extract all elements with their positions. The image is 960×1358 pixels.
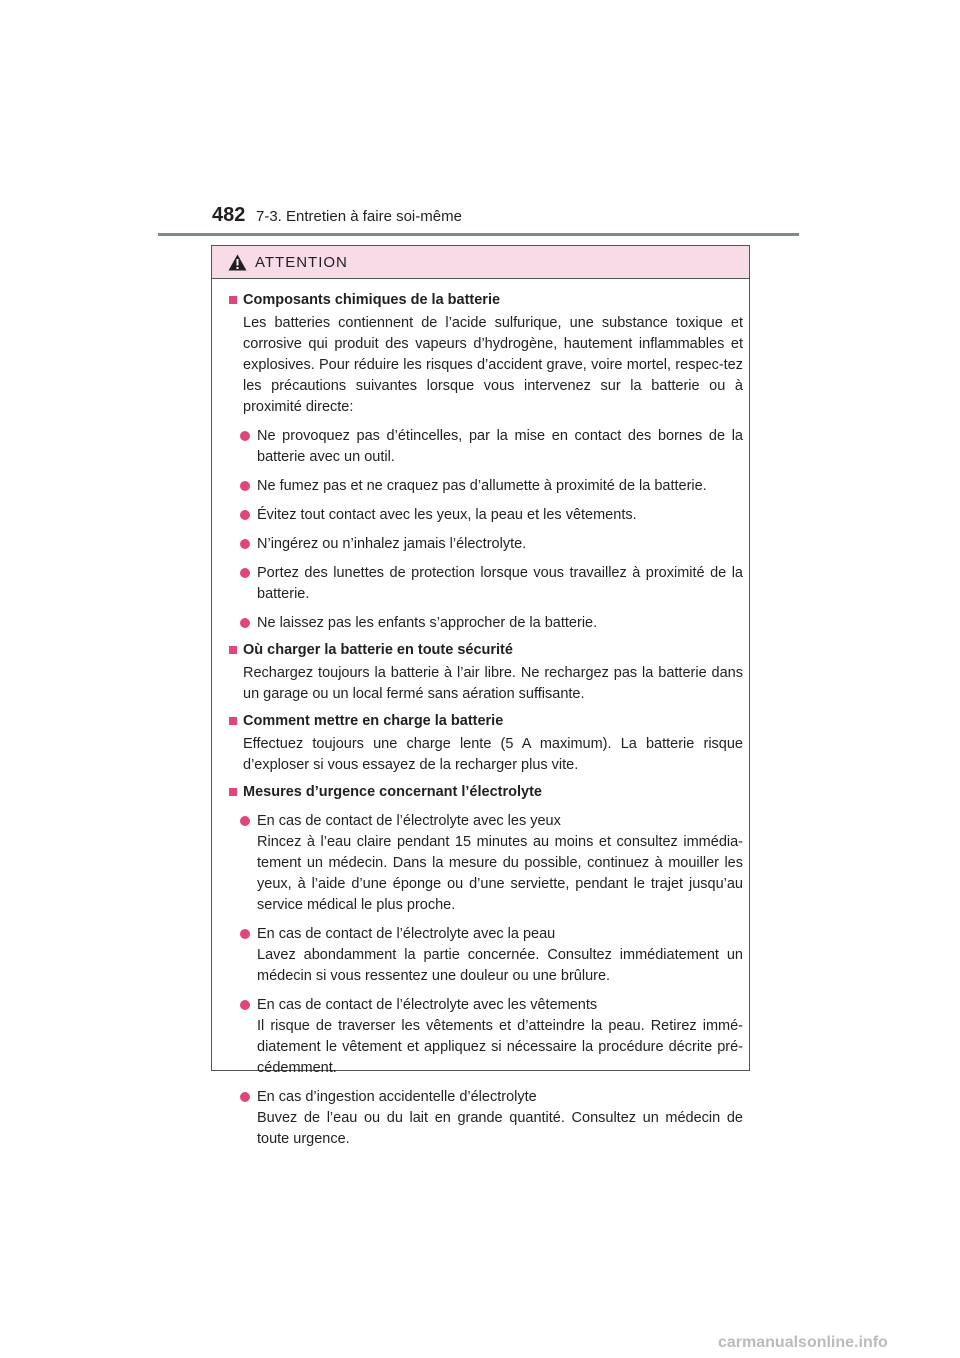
warning-header [212,246,749,279]
topic-paragraph: Effectuez toujours une charge lente (5 A maximum). La batterie risque d’exploser si vous essayez de la recharger plus vite. [243,736,743,773]
circle-bullet-icon [240,1000,250,1010]
topic-heading-text: Comment mettre en charge la batterie [243,713,504,729]
list-item-desc: Rincez à l’eau claire pendant 15 minutes au moins et consultez immédia-tement un médecin. Dans la mesure du possible, continuez à mouiller les yeux, à l’aide d’une éponge ou d’une serviette, pendant le trajet jusqu’au service médical le plus proche. [257,834,743,913]
header-rule [158,233,799,236]
square-bullet-icon [229,646,237,654]
circle-bullet-icon [240,929,250,939]
circle-bullet-icon [240,539,250,549]
list-item [226,811,743,916]
list-item [226,613,743,634]
topic-heading [212,711,743,732]
list-item-head: En cas d’ingestion accidentelle d’électrolyte [257,1089,537,1105]
topic-heading-text: Où charger la batterie en toute sécurité [243,642,513,658]
list-item [226,426,743,468]
list-item-text: Ne provoquez pas d’étincelles, par la mise en contact des bornes de la batterie avec un outil. [257,428,743,465]
list-item-desc: Il risque de traverser les vêtements et d’atteindre la peau. Retirez immé-diatement le vêtement et appliquez si nécessaire la procédure décrite pré-cédemment. [257,1018,743,1076]
list-item-text: Ne laissez pas les enfants s’approcher de la batterie. [257,615,598,631]
circle-bullet-icon [240,481,250,491]
circle-bullet-icon [240,431,250,441]
warning-triangle-icon [228,254,247,271]
watermark: carmanualsonline.info [718,1334,888,1351]
list-item [226,505,743,526]
topic-electrolyte-emergency [212,782,743,1150]
square-bullet-icon [229,296,237,304]
topic-paragraph: Rechargez toujours la batterie à l’air libre. Ne rechargez pas la batterie dans un garage ou un local fermé sans aération suffisante. [243,665,743,702]
topic-heading-text: Mesures d’urgence concernant l’électrolyte [243,784,542,800]
list-item [226,1087,743,1150]
list-item-text: Portez des lunettes de protection lorsque vous travaillez à proximité de la batterie. [257,565,743,602]
page-number: 482 [212,204,246,226]
topic-safe-charging-location [212,640,743,705]
list-item-text: Évitez tout contact avec les yeux, la peau et les vêtements. [257,507,637,523]
topic-paragraph: Les batteries contiennent de l’acide sulfurique, une substance toxique et corrosive qui produit des vapeurs d’hydrogène, hautement inflammables et explosives. Pour réduire les risques d’accident grave, voire mortel, respec-tez les précautions suivantes lorsque vous intervenez sur la batterie ou à proximité directe: [243,315,743,415]
list-item [226,995,743,1079]
list-item [226,563,743,605]
list-item [226,476,743,497]
topic-battery-chemicals [212,290,743,634]
section-title: 7-3. Entretien à faire soi-même [256,208,462,225]
list-item-text: Ne fumez pas et ne craquez pas d’allumette à proximité de la batterie. [257,478,707,494]
circle-bullet-icon [240,568,250,578]
list-item-desc: Lavez abondamment la partie concernée. Consultez immédiatement un médecin si vous ressentez une douleur ou une brûlure. [257,947,743,984]
topic-heading [212,782,743,803]
square-bullet-icon [229,788,237,796]
circle-bullet-icon [240,618,250,628]
list-item-desc: Buvez de l’eau ou du lait en grande quantité. Consultez un médecin de toute urgence. [257,1110,743,1147]
list-item [226,534,743,555]
warning-title: ATTENTION [255,253,348,271]
square-bullet-icon [229,717,237,725]
list-item-text: N’ingérez ou n’inhalez jamais l’électrolyte. [257,536,527,552]
list-item [226,924,743,987]
circle-bullet-icon [240,1092,250,1102]
topic-heading [212,640,743,661]
list-item-head: En cas de contact de l’électrolyte avec les yeux [257,813,561,829]
warning-box [211,245,750,1147]
list-item-head: En cas de contact de l’électrolyte avec la peau [257,926,556,942]
circle-bullet-icon [240,816,250,826]
topic-heading-text: Composants chimiques de la batterie [243,292,501,308]
warning-body [212,279,749,1150]
circle-bullet-icon [240,510,250,520]
topic-how-to-charge [212,711,743,776]
list-item-head: En cas de contact de l’électrolyte avec les vêtements [257,997,598,1013]
topic-heading [212,290,743,311]
